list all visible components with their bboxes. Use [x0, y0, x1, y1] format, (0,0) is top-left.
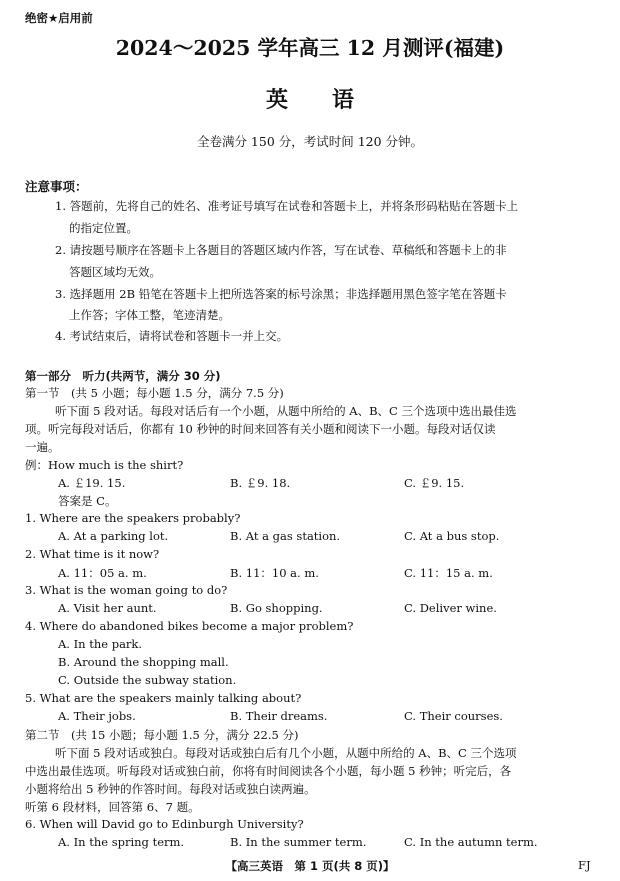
question-1: 1. Where are the speakers probably?: [25, 511, 241, 525]
section1-instr-2: 项。听完每段对话后，你都有 10 秒钟的时间来回答有关小题和阅读下一小题。每段对话仅读: [25, 422, 496, 436]
notice-item-1-cont: 的指定位置。: [69, 221, 138, 235]
section1-instr-1: 听下面 5 段对话。每段对话后有一个小题，从题中所给的 A、B、C 三个选项中选出最佳选: [55, 404, 517, 418]
example-option-c: C. ￡9. 15.: [404, 476, 465, 490]
notice-item-1: 1. 答题前，先将自己的姓名、准考证号填写在试卷和答题卡上，并将条形码粘贴在答题卡上: [55, 199, 519, 213]
example-answer: 答案是 C。: [58, 494, 117, 508]
q6-option-c: C. In the autumn term.: [404, 835, 538, 849]
example-question: 例：How much is the shirt?: [25, 458, 184, 472]
q1-option-c: C. At a bus stop.: [404, 529, 500, 543]
footer-code: FJ: [578, 858, 591, 872]
secret-tag: 绝密★启用前: [25, 11, 93, 25]
notice-item-3: 3. 选择题用 2B 铅笔在答题卡上把所选答案的标号涂黑；非选择题用黑色签字笔在答题卡: [55, 287, 507, 301]
q3-option-a: A. Visit her aunt.: [58, 601, 157, 615]
notice-item-3-cont: 上作答；字体工整，笔迹清楚。: [69, 308, 230, 322]
section2-instr-1: 听下面 5 段对话或独白。每段对话或独白后有几个小题，从题中所给的 A、B、C 三个选项: [55, 746, 517, 760]
notice-item-2: 2. 请按题号顺序在答题卡上各题目的答题区域内作答，写在试卷、草稿纸和答题卡上的非: [55, 243, 507, 257]
question-2: 2. What time is it now?: [25, 547, 160, 561]
subject-title: 英 语: [265, 88, 354, 113]
notice-item-2-cont: 答题区域均无效。: [69, 265, 161, 279]
q6-option-a: A. In the spring term.: [58, 835, 185, 849]
q3-option-c: C. Deliver wine.: [404, 601, 497, 615]
section2-instr-3: 小题将给出 5 秒钟的作答时间。每段对话或独白读两遍。: [25, 782, 316, 796]
section1-title: 第一节 (共 5 小题；每小题 1.5 分，满分 7.5 分): [25, 386, 284, 400]
q4-option-c: C. Outside the subway station.: [58, 673, 237, 687]
q4-option-b: B. Around the shopping mall.: [58, 655, 229, 669]
section2-instr-2: 中选出最佳选项。听每段对话或独白前，你将有时间阅读各个小题，每小题 5 秒钟；听完后，各: [25, 764, 512, 778]
section2-title: 第二节 (共 15 小题；每小题 1.5 分，满分 22.5 分): [25, 728, 299, 742]
part1-title: 第一部分 听力(共两节，满分 30 分): [25, 369, 221, 383]
question-6: 6. When will David go to Edinburgh University?: [25, 817, 304, 831]
q1-option-b: B. At a gas station.: [230, 529, 341, 543]
q4-option-a: A. In the park.: [58, 637, 143, 651]
example-option-b: B. ￡9. 18.: [230, 476, 291, 490]
score-time: 全卷满分 150 分，考试时间 120 分钟。: [196, 134, 424, 149]
question-3: 3. What is the woman going to do?: [25, 583, 228, 597]
q2-option-c: C. 11：15 a. m.: [404, 566, 493, 580]
question-5: 5. What are the speakers mainly talking about?: [25, 691, 302, 705]
material-6-note: 听第 6 段材料，回答第 6、7 题。: [25, 800, 200, 814]
notice-item-4: 4. 考试结束后，请将试卷和答题卡一并上交。: [55, 329, 289, 343]
q2-option-b: B. 11：10 a. m.: [230, 566, 319, 580]
q1-option-a: A. At a parking lot.: [58, 529, 169, 543]
example-option-a: A. ￡19. 15.: [58, 476, 126, 490]
footer-page-info: 【高三英语 第 1 页(共 8 页)】: [225, 859, 395, 873]
q3-option-b: B. Go shopping.: [230, 601, 323, 615]
q5-option-c: C. Their courses.: [404, 709, 503, 723]
exam-title: 2024～2025 学年高三 12 月测评(福建): [115, 36, 505, 60]
q2-option-a: A. 11：05 a. m.: [58, 566, 147, 580]
section1-instr-3: 一遍。: [25, 440, 60, 454]
q5-option-b: B. Their dreams.: [230, 709, 328, 723]
q5-option-a: A. Their jobs.: [58, 709, 136, 723]
question-4: 4. Where do abandoned bikes become a major problem?: [25, 619, 354, 633]
notice-title: 注意事项：: [25, 179, 88, 194]
q6-option-b: B. In the summer term.: [230, 835, 367, 849]
